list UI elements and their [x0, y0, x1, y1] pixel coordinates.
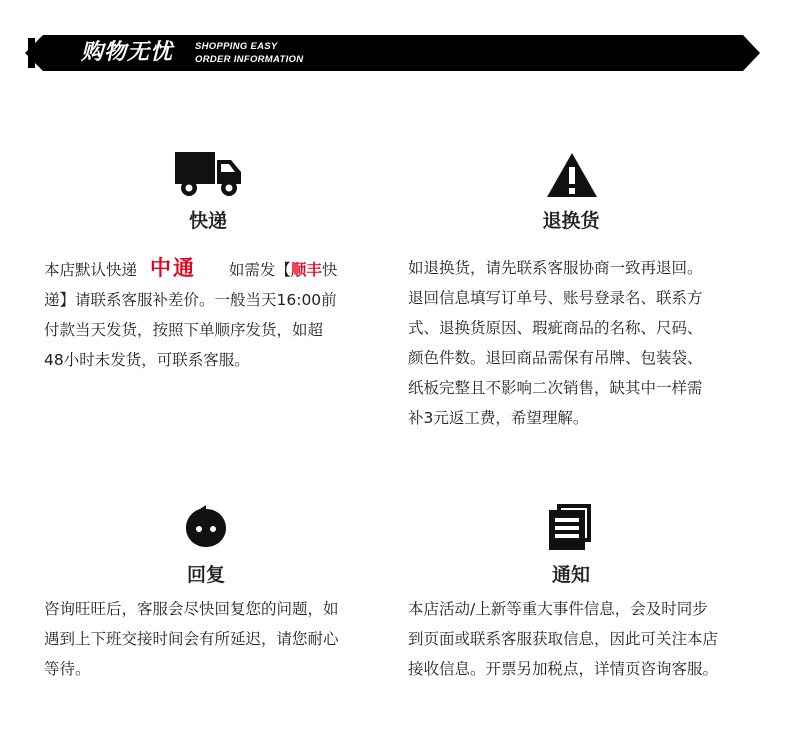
notice-line: 接收信息。开票另加税点，详情页咨询客服。: [408, 660, 719, 678]
returns-line: 式、退换货原因、瑕疵商品的名称、尺码、: [408, 319, 703, 337]
banner-subtitle-2: ORDER INFORMATION: [195, 54, 304, 65]
warning-icon: [546, 152, 598, 202]
delivery-line-2: 递】请联系客服补差价。一般当天16:00前: [44, 291, 337, 309]
reply-line: 遇到上下班交接时间会有所延迟，请您耐心: [44, 630, 339, 648]
returns-line: 补3元返工费，希望理解。: [408, 409, 589, 427]
reply-title: 回复: [186, 564, 225, 586]
delivery-line-1-pre: 本店默认快递: [44, 261, 138, 279]
notice-text: [408, 594, 718, 684]
returns-title: 退换货: [542, 210, 600, 232]
returns-line: 如退换货，请先联系客服协商一致再退回。: [408, 259, 703, 277]
carrier-shunfeng: 顺丰: [290, 261, 322, 279]
reply-text: [44, 594, 339, 684]
chat-bubble-icon: [184, 505, 228, 553]
delivery-line-3: 付款当天发货，按照下单顺序发货，如超: [44, 321, 324, 339]
delivery-line-1-mid: 如需发【: [228, 261, 291, 279]
truck-icon: [175, 152, 243, 202]
header-banner: [25, 35, 760, 71]
notice-line: 本店活动/上新等重大事件信息，会及时同步: [408, 600, 708, 618]
returns-text: [408, 253, 703, 433]
delivery-title: 快递: [188, 210, 227, 232]
reply-line: 等待。: [44, 660, 91, 678]
delivery-text: [44, 253, 337, 375]
document-icon: [549, 504, 593, 554]
returns-line: 颜色件数。退回商品需保有吊牌、包装袋、: [408, 349, 703, 367]
notice-line: 到页面或联系客服获取信息，因此可关注本店: [408, 630, 719, 648]
notice-title: 通知: [551, 564, 590, 586]
reply-line: 咨询旺旺后，客服会尽快回复您的问题，如: [44, 600, 339, 618]
delivery-line-4: 48小时未发货，可联系客服。: [44, 351, 250, 369]
banner-subtitle-1: SHOPPING EASY: [195, 41, 278, 52]
delivery-line-1-post: 快: [321, 261, 338, 279]
carrier-zhongtong: 中通: [149, 256, 196, 280]
returns-line: 纸板完整且不影响二次销售，缺其中一样需: [408, 379, 703, 397]
banner-title: 购物无忧: [81, 40, 174, 65]
returns-line: 退回信息填写订单号、账号登录名、联系方: [408, 289, 703, 307]
delivery-line-1: [44, 253, 337, 285]
